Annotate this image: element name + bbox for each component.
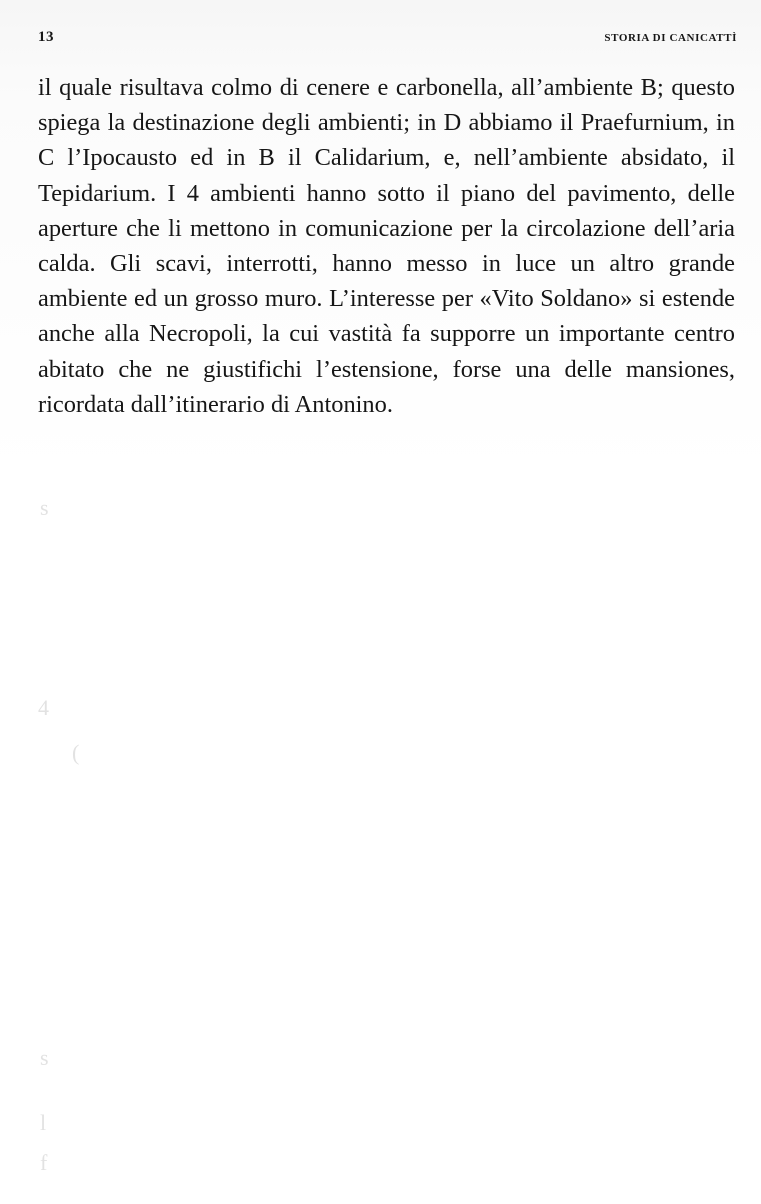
show-through-mark: ( <box>72 740 80 765</box>
running-title: STORIA DI CANICATTÌ <box>604 32 737 44</box>
body-paragraph: il quale risultava colmo di cenere e carbonella, all’ambiente B; questo spiega la destinazione degli ambienti; in D abbiamo il Praefurnium, in C l’Ipocausto ed in B il Calidarium, e, nell’ambiente absidato, il Tepidarium. I 4 ambienti hanno sotto il piano del pavimento, delle aperture che li mettono in comunicazione per la circolazione dell’aria calda. Gli scavi, interrotti, hanno messo in luce un altro grande ambiente ed un grosso muro. L’interesse per «Vito Soldano» si estende anche alla Necropoli, la cui vastità fa supporre un importante centro abitato che ne giustifichi l’estensione, forse una delle mansiones, ricordata dall’itinerario di Antonino. <box>38 74 735 418</box>
show-through-mark: 4 <box>38 695 49 720</box>
show-through-mark: s <box>40 1045 49 1070</box>
show-through-mark: s <box>40 495 49 520</box>
page-number: 13 <box>38 29 54 45</box>
show-through-mark: f <box>40 1150 48 1175</box>
show-through-mark: l <box>40 1110 47 1135</box>
page-header <box>38 29 737 53</box>
